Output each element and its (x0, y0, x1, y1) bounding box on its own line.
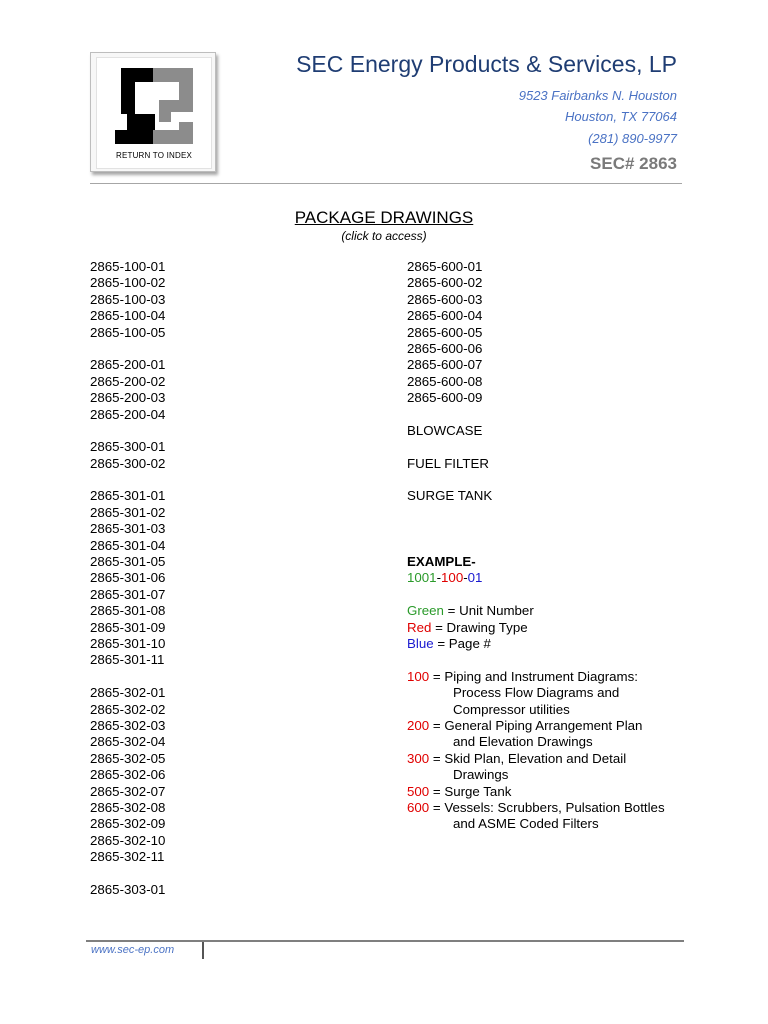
drawing-link[interactable]: 2865-600-04 (407, 308, 483, 324)
drawing-link[interactable]: 2865-301-02 (90, 504, 166, 520)
drawing-link[interactable]: 2865-302-07 (90, 783, 166, 799)
type-100 (407, 669, 665, 685)
example-dash: - (463, 570, 468, 586)
blowcase-link[interactable]: BLOWCASE (407, 422, 483, 438)
example-unit: 1001 (407, 570, 437, 586)
type-code: 600 (407, 799, 430, 815)
drawing-link[interactable]: 2865-301-09 (90, 619, 166, 635)
drawing-link[interactable]: 2865-302-11 (90, 849, 165, 865)
type-code: 100 (407, 668, 430, 684)
drawing-link[interactable]: 2865-100-02 (90, 275, 166, 291)
return-to-index-logo[interactable] (90, 52, 216, 172)
type-desc: = Surge Tank (429, 783, 512, 799)
type-200 (407, 718, 665, 734)
example-type: 100 (441, 570, 464, 586)
drawing-link[interactable]: 2865-600-07 (407, 357, 483, 373)
type-code: 300 (407, 750, 430, 766)
type-desc: = General Piping Arrangement Plan (429, 717, 643, 733)
type-100-line2: Process Flow Diagrams and (453, 685, 620, 701)
drawing-link[interactable]: 2865-600-02 (407, 275, 483, 291)
footer-separator (202, 942, 204, 959)
drawing-link[interactable]: 2865-302-06 (90, 767, 166, 783)
type-desc: = Piping and Instrument Diagrams: (429, 668, 638, 684)
drawing-link[interactable]: 2865-600-03 (407, 291, 483, 307)
type-600-line2: and ASME Coded Filters (453, 816, 599, 832)
drawing-link[interactable]: 2865-600-05 (407, 324, 483, 340)
drawing-link[interactable]: 2865-600-06 (407, 340, 483, 356)
key-red (407, 620, 665, 636)
type-code: 500 (407, 783, 430, 799)
example-dash: - (436, 570, 442, 586)
key-blue (407, 636, 665, 652)
drawing-link[interactable]: 2865-301-04 (90, 537, 166, 553)
type-100-line3: Compressor utilities (453, 701, 570, 717)
logo-caption: RETURN TO INDEX (115, 151, 193, 160)
drawing-link[interactable]: 2865-600-09 (407, 390, 483, 406)
logo-frame (96, 57, 212, 169)
drawing-link[interactable]: 2865-302-01 (90, 685, 166, 701)
header-divider (90, 183, 682, 184)
drawing-list-right (407, 259, 665, 833)
company-name: SEC Energy Products & Services, LP (296, 51, 677, 77)
example-heading: EXAMPLE- (407, 554, 476, 570)
drawing-link[interactable]: 2865-200-02 (90, 373, 166, 389)
example-page: 01 (467, 570, 483, 586)
drawing-link[interactable]: 2865-100-05 (90, 324, 166, 340)
website-link[interactable]: www.sec-ep.com (91, 944, 175, 956)
key-red-desc: = Drawing Type (431, 619, 528, 635)
key-red-word: Red (407, 619, 432, 635)
drawing-link[interactable]: 2865-301-08 (90, 603, 166, 619)
type-300 (407, 751, 665, 767)
drawing-link[interactable]: 2865-302-10 (90, 832, 166, 848)
sec-number: SEC# 2863 (590, 154, 677, 173)
phone-number: (281) 890-9977 (588, 131, 677, 146)
drawing-link[interactable]: 2865-100-04 (90, 308, 166, 324)
drawing-link[interactable]: 2865-100-03 (90, 291, 166, 307)
drawing-link[interactable]: 2865-302-08 (90, 799, 166, 815)
drawing-link[interactable]: 2865-600-01 (407, 259, 483, 274)
key-blue-desc: = Page # (433, 635, 491, 651)
drawing-link[interactable]: 2865-301-05 (90, 554, 166, 570)
drawing-link[interactable]: 2865-200-03 (90, 390, 166, 406)
footer-divider (86, 940, 684, 942)
drawing-link[interactable]: 2865-100-01 (90, 259, 166, 274)
page-title: PACKAGE DRAWINGS (294, 208, 474, 227)
key-blue-word: Blue (407, 635, 434, 651)
drawing-link[interactable]: 2865-302-05 (90, 750, 166, 766)
drawing-link[interactable]: 2865-300-02 (90, 455, 166, 471)
sec-logo-icon (97, 60, 211, 150)
fuel-filter-link[interactable]: FUEL FILTER (407, 455, 490, 471)
drawing-link[interactable]: 2865-200-01 (90, 357, 166, 373)
drawing-link[interactable]: 2865-301-01 (90, 488, 166, 504)
key-green (407, 603, 665, 619)
example-code (407, 570, 665, 586)
drawing-link[interactable]: 2865-302-09 (90, 816, 166, 832)
drawing-list-left (90, 259, 165, 898)
key-green-desc: = Unit Number (443, 603, 534, 619)
drawing-link[interactable]: 2865-301-03 (90, 521, 166, 537)
drawing-link[interactable]: 2865-302-03 (90, 717, 166, 733)
drawing-link[interactable]: 2865-302-04 (90, 734, 166, 750)
address-line-2: Houston, TX 77064 (564, 109, 677, 124)
drawing-link[interactable]: 2865-300-01 (90, 439, 166, 455)
key-green-word: Green (407, 603, 444, 619)
type-200-line2: and Elevation Drawings (453, 734, 593, 750)
vessel-drawing-list (407, 259, 665, 407)
drawing-link[interactable]: 2865-600-08 (407, 373, 483, 389)
page-subtitle: (click to access) (341, 229, 427, 243)
type-500 (407, 784, 665, 800)
drawing-link[interactable]: 2865-200-04 (90, 406, 166, 422)
type-600 (407, 800, 665, 816)
surge-tank-link[interactable]: SURGE TANK (407, 488, 493, 504)
type-code: 200 (407, 717, 430, 733)
type-300-line2: Drawings (453, 767, 509, 783)
drawing-link[interactable]: 2865-301-10 (90, 635, 166, 651)
drawing-link[interactable]: 2865-301-06 (90, 570, 166, 586)
address-line-1: 9523 Fairbanks N. Houston (518, 88, 677, 103)
drawing-link[interactable]: 2865-301-11 (90, 652, 165, 668)
type-desc: = Skid Plan, Elevation and Detail (429, 750, 627, 766)
drawing-link[interactable]: 2865-302-02 (90, 701, 166, 717)
drawing-link[interactable]: 2865-303-01 (90, 881, 166, 897)
type-desc: = Vessels: Scrubbers, Pulsation Bottles (429, 799, 665, 815)
drawing-link[interactable]: 2865-301-07 (90, 586, 166, 602)
